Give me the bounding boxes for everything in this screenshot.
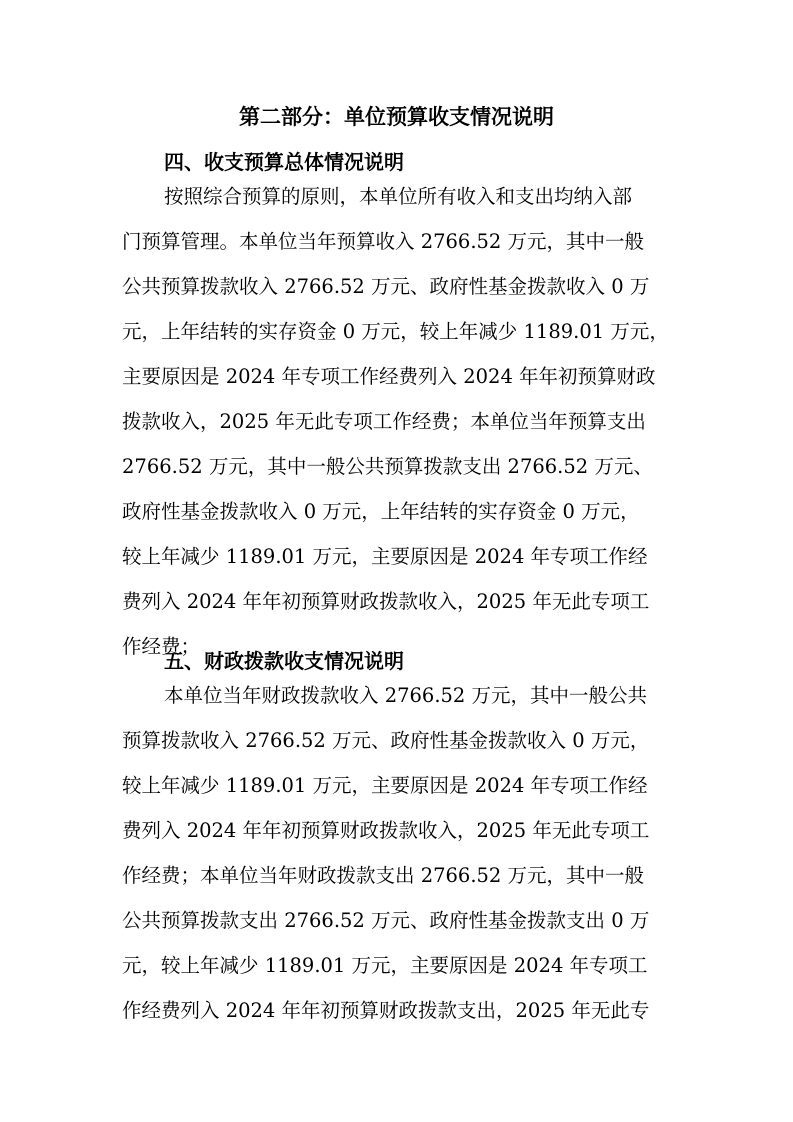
paragraph-line: 门预算管理。本单位当年预算收入 2766.52 万元，其中一般 [122, 230, 645, 253]
paragraph-line: 公共预算拨款收入 2766.52 万元、政府性基金拨款收入 0 万 [122, 275, 650, 298]
paragraph-line: 主要原因是 2024 年专项工作经费列入 2024 年年初预算财政 [122, 365, 656, 388]
paragraph-line: 费列入 2024 年年初预算财政拨款收入，2025 年无此专项工 [122, 819, 650, 842]
paragraph-line: 本单位当年财政拨款收入 2766.52 万元，其中一般公共 [164, 684, 648, 707]
section-heading-4: 四、收支预算总体情况说明 [164, 150, 404, 174]
page-title: 第二部分：单位预算收支情况说明 [239, 105, 554, 129]
paragraph-line: 政府性基金拨款收入 0 万元，上年结转的实存资金 0 万元， [122, 500, 640, 523]
paragraph-line: 预算拨款收入 2766.52 万元、政府性基金拨款收入 0 万元， [122, 729, 650, 752]
paragraph-line: 元，上年结转的实存资金 0 万元，较上年减少 1189.01 万元， [122, 320, 669, 343]
paragraph-line: 公共预算拨款支出 2766.52 万元、政府性基金拨款支出 0 万 [122, 909, 650, 932]
paragraph-line: 费列入 2024 年年初预算财政拨款收入，2025 年无此专项工 [122, 590, 650, 613]
paragraph-line: 作经费列入 2024 年年初预算财政拨款支出，2025 年无此专 [122, 999, 650, 1022]
paragraph-line: 作经费； [122, 635, 201, 658]
paragraph-line: 2766.52 万元，其中一般公共预算拨款支出 2766.52 万元、 [122, 455, 653, 478]
section-heading-5: 五、财政拨款收支情况说明 [164, 649, 404, 673]
paragraph-line: 作经费；本单位当年财政拨款支出 2766.52 万元，其中一般 [122, 864, 645, 887]
paragraph-line: 元，较上年减少 1189.01 万元，主要原因是 2024 年专项工 [122, 954, 648, 977]
paragraph-line: 较上年减少 1189.01 万元，主要原因是 2024 年专项工作经 [122, 774, 648, 797]
paragraph-line: 较上年减少 1189.01 万元，主要原因是 2024 年专项工作经 [122, 545, 648, 568]
paragraph-line: 拨款收入，2025 年无此专项工作经费；本单位当年预算支出 [122, 410, 646, 433]
paragraph-line: 按照综合预算的原则，本单位所有收入和支出均纳入部 [164, 185, 633, 208]
